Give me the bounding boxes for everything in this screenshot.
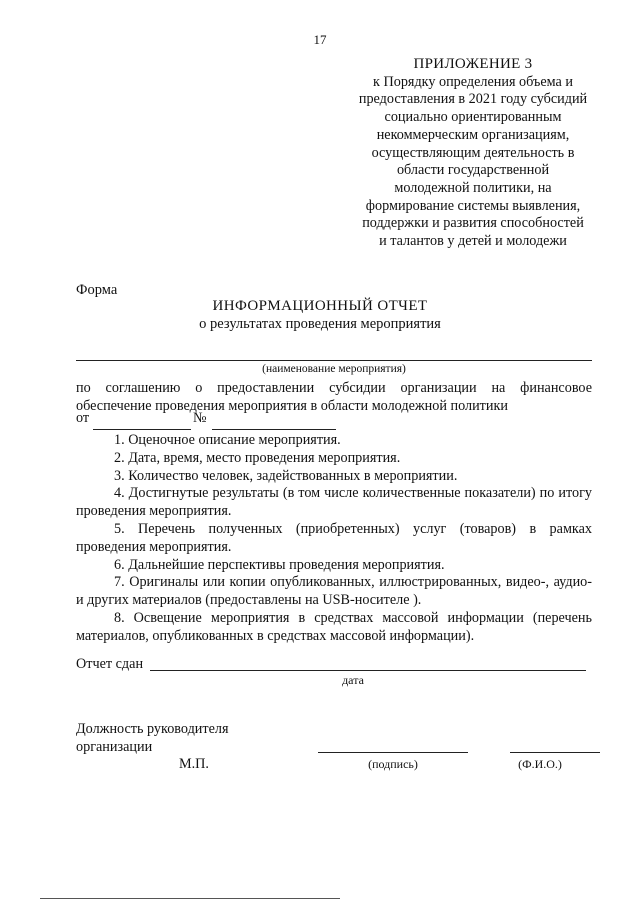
agreement-date-number-row (76, 410, 89, 427)
event-name-field[interactable] (76, 360, 592, 361)
form-label: Форма (76, 282, 118, 298)
agreement-date-field[interactable] (93, 429, 191, 430)
head-position-label: Должность руководителя (76, 721, 229, 737)
report-item: 4. Достигнутые результаты (в том числе количественные показатели) по итогу проведения мероприятия. (76, 485, 592, 520)
appendix-line: формирование системы выявления, (365, 197, 581, 214)
appendix-block (348, 56, 598, 251)
appendix-line: поддержки и развития способностей (362, 215, 584, 232)
stamp-label: М.П. (179, 756, 209, 772)
appendix-line: социально ориентированным (384, 109, 562, 126)
report-item: 1. Оценочное описание мероприятия. (114, 432, 341, 448)
report-item: 6. Дальнейшие перспективы проведения мероприятия. (114, 556, 445, 573)
appendix-line: и талантов у детей и молодежи (379, 233, 567, 250)
signature-caption: (подпись) (368, 757, 418, 771)
from-label: от (76, 410, 90, 426)
appendix-line: к Порядку определения объема и (373, 73, 573, 90)
signature-field[interactable] (318, 752, 468, 753)
fio-caption: (Ф.И.О.) (518, 757, 562, 771)
appendix-line: некоммерческим организациям, (376, 126, 570, 143)
appendix-title: ПРИЛОЖЕНИЕ 3 (413, 56, 533, 72)
appendix-line: предоставления в 2021 году субсидий (358, 91, 588, 108)
date-caption: дата (342, 673, 364, 687)
agreement-text: по соглашению о предоставлении субсидии организации на финансовое обеспечение проведения мероприятия в области молодежной политики (76, 380, 592, 414)
report-date-field[interactable] (150, 670, 586, 671)
report-item: 8. Освещение мероприятия в средствах массовой информации (перечень материалов, опубликованных в средствах массовой информации). (76, 609, 592, 644)
report-items (76, 432, 592, 646)
appendix-line: осуществляющим деятельность в (371, 144, 575, 161)
agreement-number-field[interactable] (212, 429, 336, 430)
report-submitted-label: Отчет сдан (76, 656, 144, 672)
document-title: ИНФОРМАЦИОННЫЙ ОТЧЕТ (212, 298, 428, 314)
scan-edge-line (40, 898, 340, 899)
document-subtitle: о результатах проведения мероприятия (199, 316, 441, 332)
number-label: № (193, 410, 207, 426)
event-name-caption: (наименование мероприятия) (262, 363, 406, 375)
report-item: 5. Перечень полученных (приобретенных) услуг (товаров) в рамках проведения мероприятия. (76, 520, 592, 555)
organization-label: организации (76, 739, 153, 755)
fio-field[interactable] (510, 752, 600, 753)
page-number: 17 (313, 32, 327, 47)
report-item: 7. Оригиналы или копии опубликованных, иллюстрированных, видео-, аудио- и других материалов (предоставлены на USB-носителе ). (76, 574, 592, 609)
appendix-line: молодежной политики, на (394, 179, 552, 196)
appendix-line: области государственной (396, 162, 550, 179)
report-item: 2. Дата, время, место проведения мероприятия. (114, 449, 401, 466)
report-item: 3. Количество человек, задействованных в мероприятии. (114, 467, 458, 484)
